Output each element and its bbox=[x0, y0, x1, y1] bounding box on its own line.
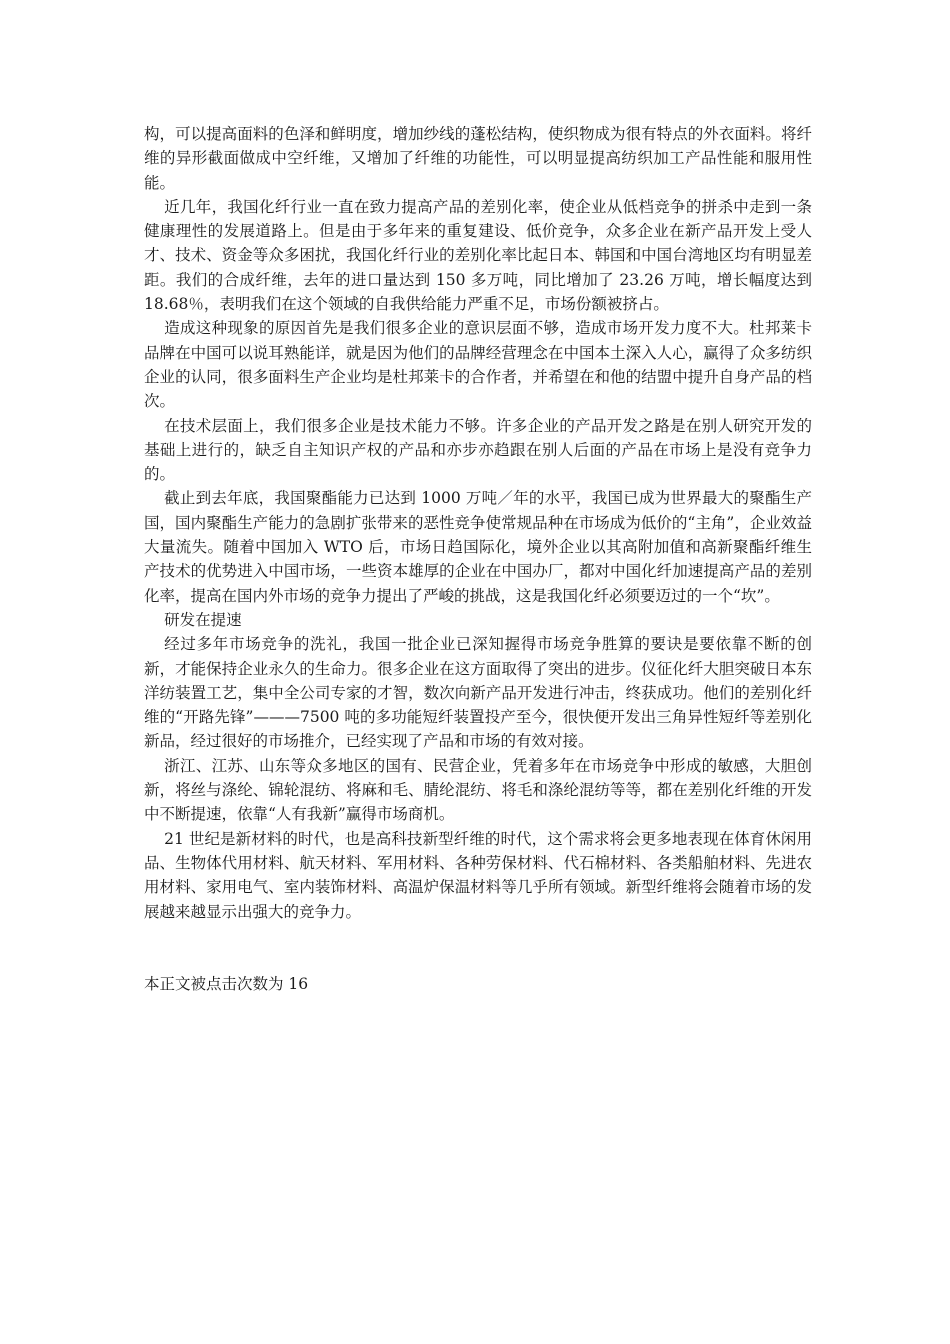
paragraph-technology-cause: 在技术层面上，我们很多企业是技术能力不够。许多企业的产品开发之路是在别人研究开发的基础上进行的，缺乏自主知识产权的产品和亦步亦趋跟在别人后面的产品在市场上是没有竞争力的。 bbox=[144, 416, 812, 484]
paragraph-industry-overview: 近几年，我国化纤行业一直在致力提高产品的差别化率，使企业从低档竞争的拼杀中走到一条健康理性的发展道路上。但是由于多年来的重复建设、低价竞争，众多企业在新产品开发上受人才、技术、资金等众多困扰，我国化纤行业的差别化率比起日本、韩国和中国台湾地区均有明显差距。我们的合成纤维，去年的进口量达到 150 多万吨，同比增加了 23.26 万吨，增长幅度达到 18.68％，表明我们在这个领域的自我供给能力严重不足，市场份额被挤占。 bbox=[144, 197, 812, 314]
article-body bbox=[144, 122, 812, 996]
section-heading: 研发在提速 bbox=[164, 610, 242, 629]
paragraph-continuation: 构，可以提高面料的色泽和鲜明度，增加纱线的蓬松结构，使织物成为很有特点的外衣面料。将纤维的异形截面做成中空纤维，又增加了纤维的功能性，可以明显提高纺织加工产品性能和服用性能。 bbox=[144, 125, 812, 192]
paragraph-new-materials: 21 世纪是新材料的时代，也是高科技新型纤维的时代，这个需求将会更多地表现在体育休闲用品、生物体代用材料、航天材料、军用材料、各种劳保材料、代石棉材料、各类船舶材料、先进农用材料、家用电气、室内装饰材料、高温炉保温材料等几乎所有领域。新型纤维将会随着市场的发展越来越显示出强大的竞争力。 bbox=[144, 829, 812, 921]
click-count-text: 本正文被点击次数为 16 bbox=[144, 974, 309, 993]
paragraph-polyester-capacity: 截止到去年底，我国聚酯能力已达到 1000 万吨／年的水平，我国已成为世界最大的聚酯生产国，国内聚酯生产能力的急剧扩张带来的恶性竞争使常规品种在市场成为低价的“主角”，企业效益大量流失。随着中国加入 WTO 后，市场日趋国际化，境外企业以其高附加值和高新聚酯纤维生产技术的优势进入中国市场，一些资本雄厚的企业在中国办厂，都对中国化纤加速提高产品的差别化率，提高在国内外市场的竞争力提出了严峻的挑战，这是我国化纤必须要迈过的一个“坎”。 bbox=[144, 489, 812, 605]
paragraph-regional-enterprises: 浙江、江苏、山东等众多地区的国有、民营企业，凭着多年在市场竞争中形成的敏感，大胆创新，将丝与涤纶、锦轮混纺、将麻和毛、腈纶混纺、将毛和涤纶混纺等等，都在差别化纤维的开发中不断提速，依靠“人有我新”赢得市场商机。 bbox=[144, 756, 812, 824]
paragraph-awareness-cause: 造成这种现象的原因首先是我们很多企业的意识层面不够，造成市场开发力度不大。杜邦莱卡品牌在中国可以说耳熟能详，就是因为他们的品牌经营理念在中国本土深入人心，赢得了众多纺织企业的认同，很多面料生产企业均是杜邦莱卡的合作者，并希望在和他的结盟中提升自身产品的档次。 bbox=[144, 319, 812, 411]
paragraph-innovation: 经过多年市场竞争的洗礼，我国一批企业已深知握得市场竞争胜算的要诀是要依靠不断的创新，才能保持企业永久的生命力。很多企业在这方面取得了突出的进步。仪征化纤大胆突破日本东洋纺装置工艺，集中全公司专家的才智，数次向新产品开发进行冲击，终获成功。他们的差别化纤维的“开路先锋”———7500 吨的多功能短纤装置投产至今，很快便开发出三角异性短纤等差别化新品，经过很好的市场推介，已经实现了产品和市场的有效对接。 bbox=[144, 635, 812, 751]
